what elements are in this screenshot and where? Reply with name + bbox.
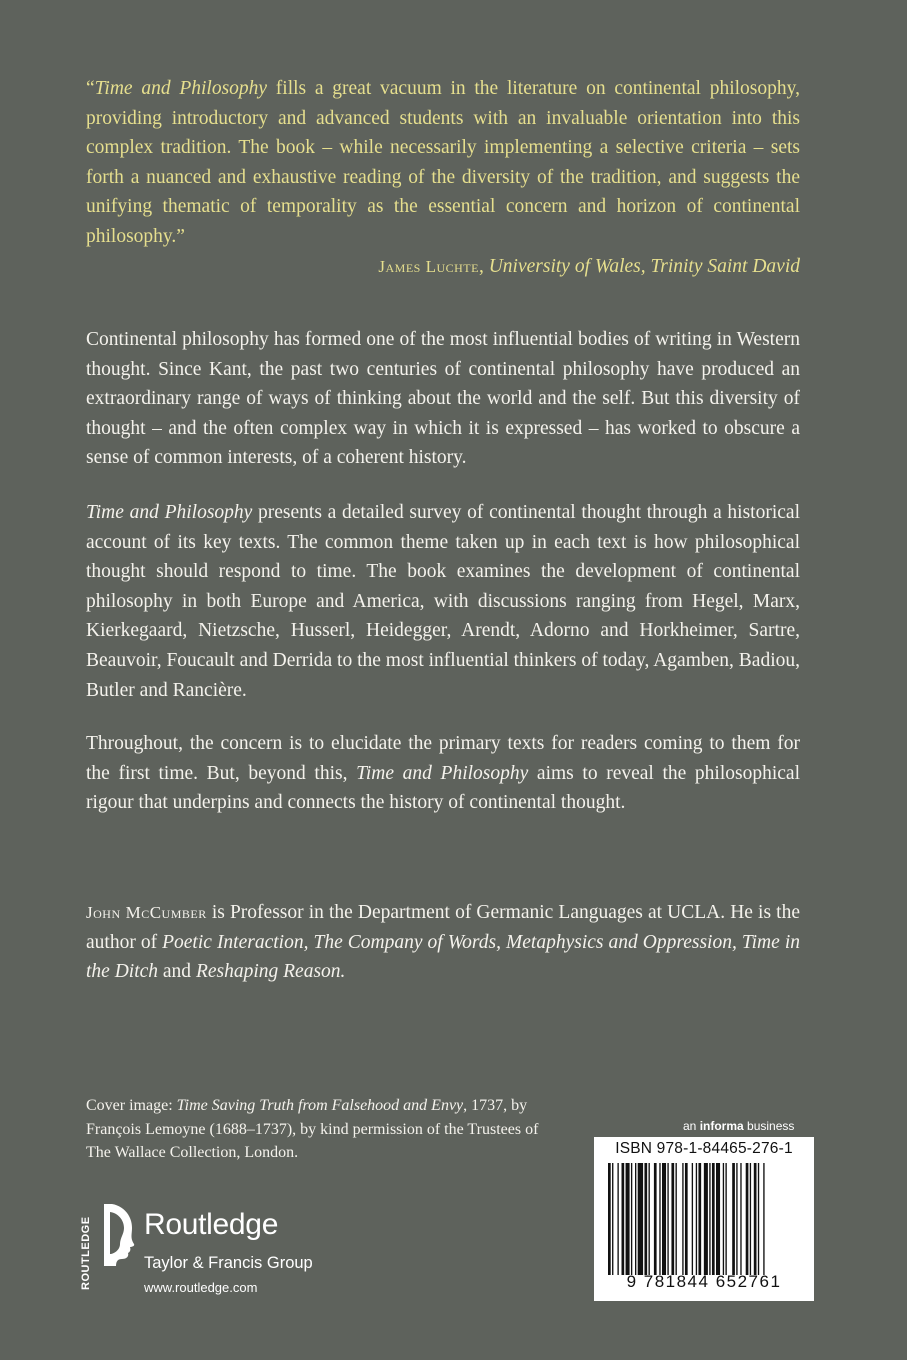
barcode-stripe (716, 1163, 720, 1275)
bio-text-a: is Professor in the Department of Germanic Languages at UCLA. He is the author of (86, 902, 800, 953)
endorser-affiliation: University of Wales, Trinity Saint David (488, 255, 800, 277)
barcode-stripe (644, 1163, 647, 1275)
barcode-stripe (617, 1163, 618, 1275)
author-bio (86, 898, 800, 987)
isbn-barcode (594, 1137, 814, 1301)
barcode-stripe (631, 1163, 632, 1275)
p2-book-title: Time and Philosophy (86, 502, 253, 523)
bio-text-b: and (158, 961, 196, 983)
barcode-stripe (649, 1163, 650, 1275)
credit-text: , 1737, by François Lemoyne (1688–1737), by kind permission of the Trustees of The Wallace Collection, London. (86, 1097, 539, 1161)
barcode-stripe (685, 1163, 688, 1275)
barcode-stripe (709, 1163, 710, 1275)
informa-tagline: an informa business (683, 1119, 795, 1133)
barcode-stripe (758, 1163, 759, 1275)
barcode-stripe (638, 1163, 643, 1275)
barcode-stripe (662, 1163, 666, 1275)
profile-head-icon (102, 1204, 136, 1266)
p2-text: presents a detailed survey of continental thought through a historical account of its key texts. The common theme taken up in each text is how philosophical thought should respond to time. The book examines the development of continental philosophy in both Europe and America, with discussions ranging from Hegel, Marx, Kierkegaard, Nietzsche, Husserl, Heidegger, Arendt, Adorno and Horkheimer, Sartre, Beauvoir, Foucault and Derrida to the most influential thinkers of today, Agamben, Badiou, Butler and Rancière. (86, 502, 800, 701)
barcode-stripe (612, 1163, 613, 1275)
barcode-stripe (654, 1163, 657, 1275)
barcode-stripe (712, 1163, 715, 1275)
endorsement-attribution: James Luchte, University of Wales, Trinity Saint David (378, 255, 800, 277)
bio-books-2: Reshaping Reason. (195, 961, 346, 983)
barcode-stripe (725, 1163, 726, 1275)
endorsement-quote: “Time and Philosophy fills a great vacuum in the literature on continental philosophy, providing introductory and advanced students with an invaluable orientation into this complex tradition. The book – while necessarily implementing a selective criteria – sets forth a nuanced and exhaustive reading of the diversity of the tradition, and suggests the unifying thematic of temporality as the essential concern and horizon of continental philosophy.” James Luchte, University of Wales, Trinity Saint David (86, 74, 800, 281)
barcode-stripe (698, 1163, 701, 1275)
isbn-label: ISBN 978-1-84465-276-1 (615, 1140, 793, 1157)
barcode-stripe (750, 1163, 751, 1275)
barcode-stripe (659, 1163, 660, 1275)
barcode-stripe (667, 1163, 668, 1275)
barcode-stripe (676, 1163, 677, 1275)
credit-artwork-title: Time Saving Truth from Falsehood and Envy (176, 1097, 464, 1114)
publisher-url[interactable]: www.routledge.com (144, 1280, 258, 1295)
barcode-stripe (746, 1163, 749, 1275)
barcode-stripe (704, 1163, 708, 1275)
barcode-stripe (622, 1163, 625, 1275)
barcode-stripe (740, 1163, 741, 1275)
publisher-name: Routledge (144, 1208, 279, 1241)
bio-books-1: Poetic Interaction, The Company of Words, Metaphysics and Oppression, Time in the Ditch (86, 931, 800, 983)
barcode-stripe (754, 1163, 757, 1275)
endorser-name: James Luchte (378, 256, 479, 276)
description-paragraph-1: Continental philosophy has formed one of the most influential bodies of writing in Western thought. Since Kant, the past two centuries of continental philosophy have produced an extraordinary range of ways of thinking about the world and the self. But this diversity of thought – and the often complex way in which it is expressed – has worked to obscure a sense of common interests, of a coherent history. (86, 329, 800, 469)
routledge-vertical-wordmark: ROUTLEDGE (80, 1216, 92, 1290)
author-name: John McCumber (86, 903, 207, 922)
quote-book-title: Time and Philosophy (94, 78, 268, 99)
description-paragraph-2 (86, 498, 800, 705)
barcode-stripe (723, 1163, 724, 1275)
barcode-stripe (732, 1163, 735, 1275)
barcode-bars (606, 1163, 802, 1275)
publisher-logo (80, 1198, 380, 1298)
barcode-stripe (763, 1163, 764, 1275)
description-paragraph-3 (86, 729, 800, 818)
barcode-stripe (682, 1163, 683, 1275)
barcode-stripe (696, 1163, 697, 1275)
cover-image-credit (86, 1094, 556, 1165)
barcode-stripe (692, 1163, 693, 1275)
publisher-group: Taylor & Francis Group (144, 1254, 313, 1272)
barcode-digits: 9 781844 652761 (626, 1272, 782, 1291)
p3-text-a: Throughout, the concern is to elucidate the primary texts for readers coming to them for the first time. But, beyond this, (86, 733, 800, 784)
barcode-stripe (671, 1163, 674, 1275)
barcode-stripe (608, 1163, 611, 1275)
p3-book-title: Time and Philosophy (356, 762, 529, 784)
informa-brand: informa (699, 1119, 744, 1133)
barcode-stripe (626, 1163, 630, 1275)
p3-text-b: aims to reveal the philosophical rigour that underpins and connects the history of continental thought. (86, 762, 800, 814)
barcode-stripe (635, 1163, 636, 1275)
barcode-stripe (736, 1163, 737, 1275)
credit-label: Cover image: (86, 1097, 177, 1114)
quote-text: fills a great vacuum in the literature on continental philosophy, providing introductory and advanced students with an invaluable orientation into this complex tradition. The book – while necessarily implementing a selective criteria – sets forth a nuanced and exhaustive reading of the diversity of the tradition, and suggests the unifying thematic of temporality as the essential concern and horizon of continental philosophy. (86, 78, 800, 247)
